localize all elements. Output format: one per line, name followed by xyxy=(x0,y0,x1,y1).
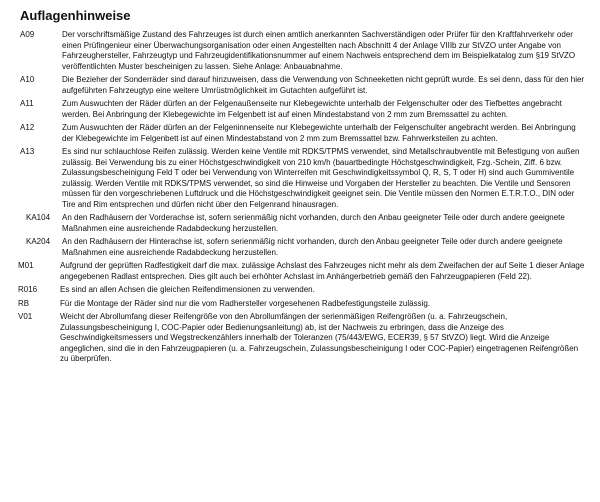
condition-text: Für die Montage der Räder sind nur die vom Radhersteller vorgesehenen Radbefestigungsteile zulässig. xyxy=(60,298,430,308)
condition-text: Weicht der Abrollumfang dieser Reifengröße von den Abrollumfängen der serienmäßigen Reifengrößen (u. a. Fahrzeugschein, Zulassungsbescheinigung I, COC-Papier oder Bedienungsanleitung) ab, ist der Nachweis zu erbringen, dass die Anzeige des Geschwindigkeitsmessers und Wegstreckenzählers innerhalb der Toleranzen (75/443/EWG, ECER39, § 57 StVZO) liegt. Wird die Anzeige angeglichen, sind die in den Fahrzeugpapieren (u. a. Fahrzeugschein, Zulassungsbescheinigung I oder COC-Papier) eingetragenen Reifengrößen zu überprüfen. xyxy=(60,312,579,363)
condition-text: Zum Auswuchten der Räder dürfen an der Felgenaußenseite nur Klebegewichte unterhalb der Felgenschulter oder des Tiefbettes angebracht werden. Bei Anbringung der Klebegewichte im Felgenbett ist auf einen Mindestabstand von 2 mm zum Bremssattel zu achten. xyxy=(62,99,562,119)
conditions-list xyxy=(20,30,592,365)
condition-code: A10 xyxy=(20,75,35,84)
condition-entry-ka204 xyxy=(20,237,592,258)
condition-code: R016 xyxy=(18,285,38,294)
condition-entry-a13 xyxy=(20,147,592,210)
condition-entry-rb xyxy=(20,299,592,310)
condition-code: A11 xyxy=(20,99,34,108)
condition-text: Aufgrund der geprüften Radfestigkeit darf die max. zulässige Achslast des Fahrzeuges nicht mehr als dem Zweifachen der auf Seite 1 dieser Anlage angegebenen Radlast entsprechen. Dies gilt auch bei erhöhter Achslast im Anhängerbetrieb gemäß den Fahrzeugpapieren (Feld 22). xyxy=(60,261,585,281)
condition-entry-ka104 xyxy=(20,213,592,234)
condition-text: Die Bezieher der Sonderräder sind darauf hinzuweisen, dass die Verwendung von Schneeketten nicht geprüft wurde. Es sei denn, dass für den hier aufgeführten Fahrzeugtyp eine weitere Umrüstmöglichkeit im Gutachten aufgeführt ist. xyxy=(62,75,585,95)
condition-text: An den Radhäusern der Vorderachse ist, sofern serienmäßig nicht vorhanden, durch den Anbau geeigneter Teile oder durch andere geeignete Maßnahmen eine ausreichende Radabdeckung herzustellen. xyxy=(62,213,565,233)
condition-entry-r016 xyxy=(20,285,592,296)
condition-entry-a10 xyxy=(20,75,592,96)
condition-text: An den Radhäusern der Hinterachse ist, sofern serienmäßig nicht vorhanden, durch den Anbau geeigneter Teile oder durch andere geeignete Maßnahmen eine ausreichende Radabdeckung herzustellen. xyxy=(62,237,563,257)
condition-code: A13 xyxy=(20,147,35,156)
condition-text: Der vorschriftsmäßige Zustand des Fahrzeuges ist durch einen amtlich anerkannten Sachverständigen oder Prüfer für den Kraftfahrverkehr oder einen Prüfingenieur einer Überwachungsorganisation oder einen Angestellten nach Abschnitt 4 der Anlage VIIIb zur StVZO unter Angabe von Fahrzeughersteller, Fahrzeugtyp und Fahrzeugidentifikationsnummer auf einem Nachweis entsprechend dem im Beispielkatalog zum §19 StVZO veröffentlichten Muster bescheinigen zu lassen. Siehe Anlage: Anbauabnahme. xyxy=(62,30,576,71)
condition-entry-m01 xyxy=(20,261,592,282)
condition-entry-a09 xyxy=(20,30,592,72)
page-title: Auflagenhinweise xyxy=(20,8,131,23)
condition-entry-a11 xyxy=(20,99,592,120)
condition-text: Zum Auswuchten der Räder dürfen an der Felgeninnenseite nur Klebegewichte unterhalb der Felgenschulter angebracht werden. Bei Anbringung der Klebegewichte im Felgenbett ist auf einen Mindestabstand von 2 mm zum Bremssattel bzw. Fahrwerksteilen zu achten. xyxy=(62,123,576,143)
condition-code: A12 xyxy=(20,123,35,132)
condition-code: A09 xyxy=(20,30,35,39)
condition-code: RB xyxy=(18,298,30,308)
condition-entry-v01 xyxy=(20,312,592,365)
condition-code: V01 xyxy=(18,312,33,321)
condition-text: Es sind an allen Achsen die gleichen Reifendimensionen zu verwenden. xyxy=(60,285,315,294)
condition-code: KA104 xyxy=(26,213,51,222)
condition-text: Es sind nur schlauchlose Reifen zulässig. Werden keine Ventile mit RDKS/TPMS verwendet, sind Metallschraubventile mit Befestigung von außen zulässig. Bei Verwendung bis zu einer Höchstgeschwindigkeit von 210 km/h (bauartbedingte Höchstgeschwindigkeit, Fzg.-Schein, Ziff. 6 bzw. Zulassungsbescheinigung Feld T oder bei Verwendung von Winterreifen mit Geschwindigkeitssymbol Q, R, S, T oder H) sind auch Gummiventile zulässig. Werden Ventile mit RDKS/TPMS verwendet, so sind die Hinweise und Vorgaben der Hersteller zu beachten. Die Ventile und Sensoren müssen für den vorgeschriebenen Luftdruck und die Höchstgeschwindigkeit geeignet sein. Die Ventile müssen den Normen E.T.R.T.O., DIN oder Tire and Rim entsprechen und dürfen nicht über den Felgenrand hinausragen. xyxy=(62,147,580,209)
condition-entry-a12 xyxy=(20,123,592,144)
condition-code: M01 xyxy=(18,261,34,270)
condition-code: KA204 xyxy=(26,237,51,246)
